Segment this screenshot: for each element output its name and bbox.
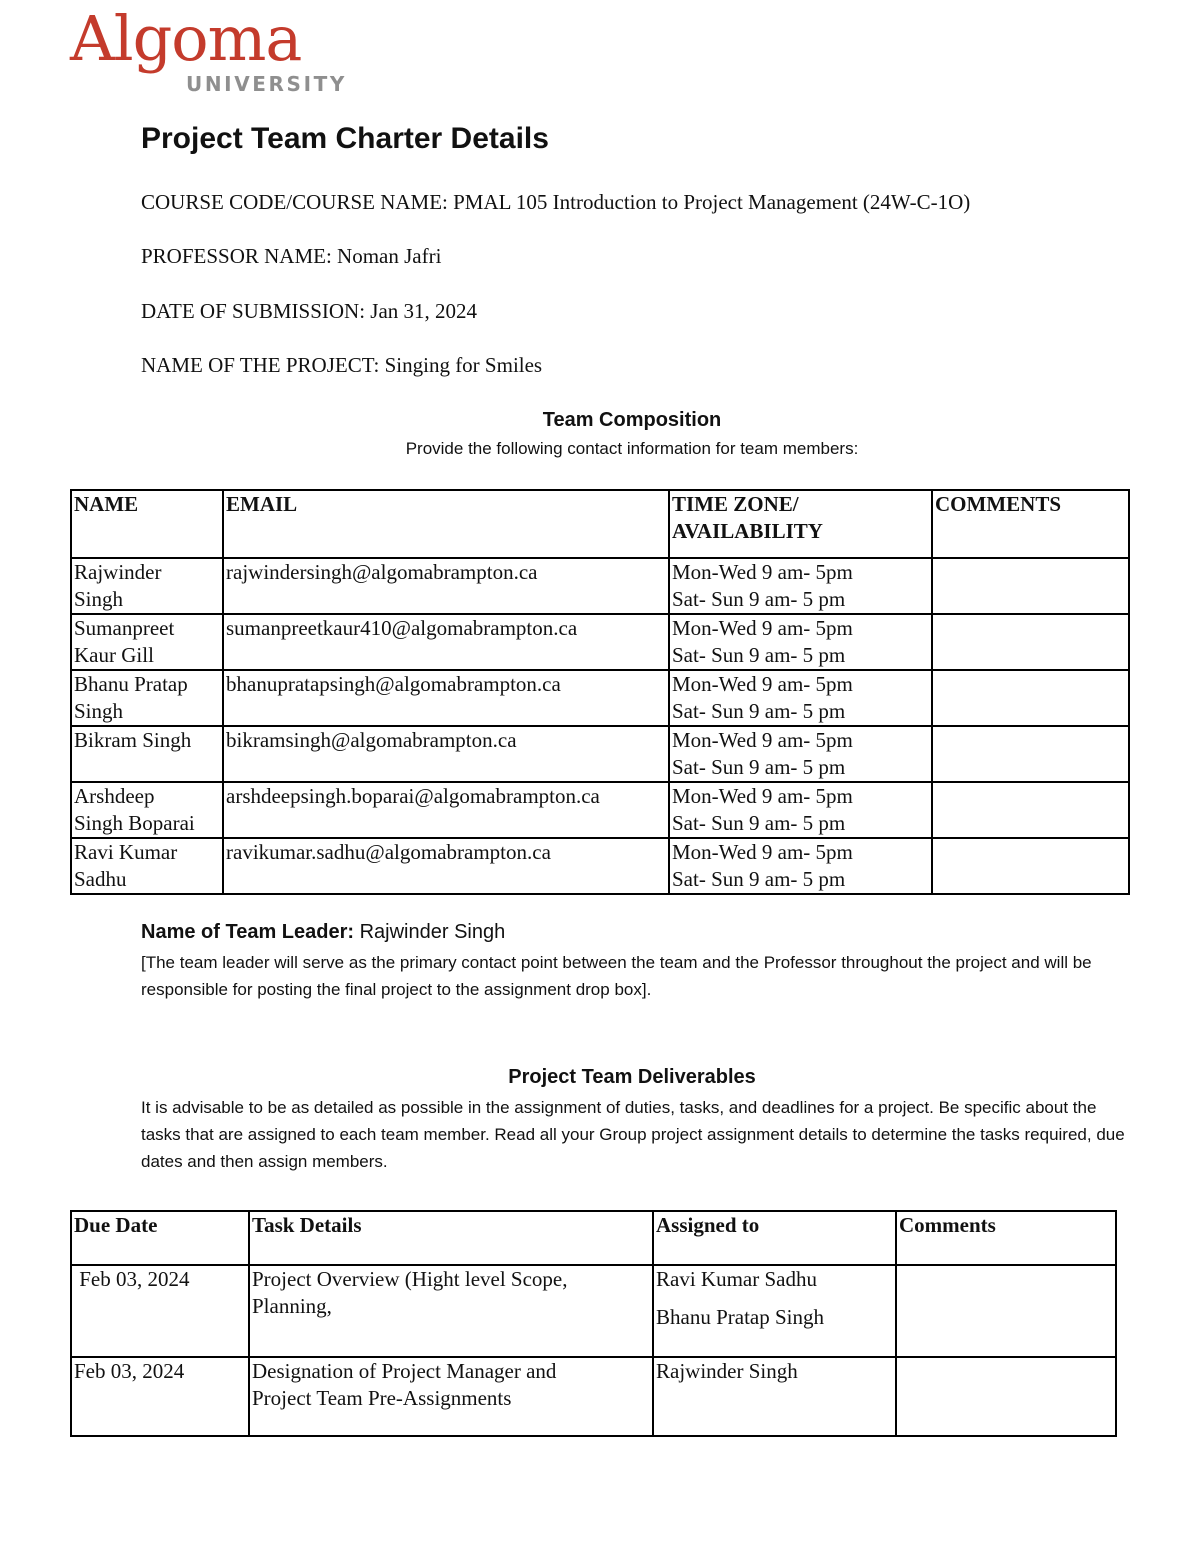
column-header-due-date: Due Date — [71, 1211, 249, 1265]
team-composition-table — [70, 489, 1130, 895]
availability-weekday: Mon-Wed 9 am- 5pm — [672, 784, 853, 808]
member-name-line-2: Singh — [74, 587, 124, 611]
availability-weekend: Sat- Sun 9 am- 5 pm — [672, 587, 846, 611]
table-header-row — [71, 490, 1129, 558]
member-name-line-1: Sumanpreet — [74, 616, 175, 640]
member-name-cell — [71, 670, 223, 726]
course-line: COURSE CODE/COURSE NAME: PMAL 105 Introduction to Project Management (24W-C-1O) — [141, 190, 971, 214]
availability-weekend: Sat- Sun 9 am- 5 pm — [672, 867, 846, 891]
member-name-line-2: Kaur Gill — [74, 643, 154, 667]
member-name-cell — [71, 614, 223, 670]
task-assigned-cell — [653, 1357, 896, 1436]
member-name-line-1: Ravi Kumar — [74, 840, 178, 864]
team-leader-note: [The team leader will serve as the primary contact point between the team and the Professor throughout the project and will be responsible for posting the final project to the assignment drop box]. — [141, 953, 1092, 999]
logo-wordmark: Algoma — [70, 2, 302, 75]
member-availability-cell — [669, 670, 932, 726]
column-header-availability — [669, 490, 932, 558]
professor-line: PROFESSOR NAME: Noman Jafri — [141, 244, 442, 268]
column-header-email: EMAIL — [223, 490, 669, 558]
member-name-line-1: Rajwinder — [74, 560, 162, 584]
table-row — [71, 782, 1129, 838]
deliverables-intro: It is advisable to be as detailed as possible in the assignment of duties, tasks, and deadlines for a project. Be specific about the tasks that are assigned to each team member. Read all your Group project assignment details to determine the tasks required, due dates and then assign members. — [141, 1098, 1125, 1171]
member-name-cell — [71, 726, 223, 782]
assignee-name: Rajwinder Singh — [656, 1359, 798, 1383]
member-name-line-2: Singh Boparai — [74, 811, 195, 835]
deliverables-table — [70, 1210, 1117, 1437]
member-email-cell: arshdeepsingh.boparai@algomabrampton.ca — [223, 782, 669, 838]
member-name-line-2: Sadhu — [74, 867, 127, 891]
availability-weekday: Mon-Wed 9 am- 5pm — [672, 840, 853, 864]
member-name-line-1: Bhanu Pratap — [74, 672, 188, 696]
column-header-assigned-to: Assigned to — [653, 1211, 896, 1265]
availability-weekday: Mon-Wed 9 am- 5pm — [672, 672, 853, 696]
task-due-date-cell: Feb 03, 2024 — [71, 1265, 249, 1357]
team-leader-line — [141, 921, 505, 944]
table-row — [71, 838, 1129, 894]
team-composition-instructions: Provide the following contact information for team members: — [405, 439, 859, 458]
submission-date-line: DATE OF SUBMISSION: Jan 31, 2024 — [141, 299, 478, 323]
task-details-line-1: Project Overview (Hight level Scope, — [252, 1267, 568, 1291]
logo-subtitle: UNIVERSITY — [186, 72, 347, 96]
column-header-comments: Comments — [896, 1211, 1116, 1265]
column-header-comments: COMMENTS — [932, 490, 1129, 558]
member-comments-cell — [932, 614, 1129, 670]
availability-weekend: Sat- Sun 9 am- 5 pm — [672, 643, 846, 667]
table-row — [71, 558, 1129, 614]
availability-weekend: Sat- Sun 9 am- 5 pm — [672, 755, 846, 779]
task-details-line-2: Planning, — [252, 1294, 332, 1318]
task-details-line-1: Designation of Project Manager and — [252, 1359, 557, 1383]
university-logo — [70, 2, 347, 100]
table-row — [71, 614, 1129, 670]
availability-weekday: Mon-Wed 9 am- 5pm — [672, 616, 853, 640]
member-name-cell — [71, 558, 223, 614]
member-name-line-1: Arshdeep — [74, 784, 155, 808]
availability-weekday: Mon-Wed 9 am- 5pm — [672, 560, 853, 584]
column-header-task-details: Task Details — [249, 1211, 653, 1265]
member-email-cell: rajwindersingh@algomabrampton.ca — [223, 558, 669, 614]
availability-header-line-1: TIME ZONE/ — [672, 492, 799, 516]
member-availability-cell — [669, 726, 932, 782]
member-availability-cell — [669, 614, 932, 670]
availability-weekend: Sat- Sun 9 am- 5 pm — [672, 811, 846, 835]
task-details-cell — [249, 1357, 653, 1436]
member-availability-cell — [669, 782, 932, 838]
team-composition-heading: Team Composition — [542, 409, 722, 431]
task-details-cell — [249, 1265, 653, 1357]
member-availability-cell — [669, 558, 932, 614]
task-details-line-2: Project Team Pre-Assignments — [252, 1386, 512, 1410]
member-comments-cell — [932, 782, 1129, 838]
column-header-name: NAME — [71, 490, 223, 558]
availability-header-line-2: AVAILABILITY — [672, 519, 823, 543]
member-comments-cell — [932, 726, 1129, 782]
member-email-cell: bhanupratapsingh@algomabrampton.ca — [223, 670, 669, 726]
project-name-line: NAME OF THE PROJECT: Singing for Smiles — [141, 353, 543, 377]
task-due-date-cell: Feb 03, 2024 — [71, 1357, 249, 1436]
page-title: Project Team Charter Details — [141, 122, 549, 155]
team-leader-label: Name of Team Leader: — [141, 921, 355, 943]
member-availability-cell — [669, 838, 932, 894]
member-name-cell — [71, 838, 223, 894]
task-assigned-cell — [653, 1265, 896, 1357]
table-row — [71, 670, 1129, 726]
assignee-name: Bhanu Pratap Singh — [656, 1305, 824, 1329]
task-comments-cell — [896, 1265, 1116, 1357]
member-email-cell: bikramsingh@algomabrampton.ca — [223, 726, 669, 782]
member-email-cell: ravikumar.sadhu@algomabrampton.ca — [223, 838, 669, 894]
assignee-name: Ravi Kumar Sadhu — [656, 1267, 817, 1291]
member-comments-cell — [932, 670, 1129, 726]
availability-weekend: Sat- Sun 9 am- 5 pm — [672, 699, 846, 723]
member-name-line-1: Bikram Singh — [74, 728, 192, 752]
team-leader-name: Rajwinder Singh — [354, 921, 506, 943]
table-row — [71, 1265, 1116, 1357]
member-comments-cell — [932, 558, 1129, 614]
member-comments-cell — [932, 838, 1129, 894]
deliverables-heading: Project Team Deliverables — [508, 1066, 756, 1088]
table-row — [71, 726, 1129, 782]
table-header-row — [71, 1211, 1116, 1265]
task-comments-cell — [896, 1357, 1116, 1436]
member-name-line-2: Singh — [74, 699, 124, 723]
table-row — [71, 1357, 1116, 1436]
availability-weekday: Mon-Wed 9 am- 5pm — [672, 728, 853, 752]
member-email-cell: sumanpreetkaur410@algomabrampton.ca — [223, 614, 669, 670]
member-name-cell — [71, 782, 223, 838]
